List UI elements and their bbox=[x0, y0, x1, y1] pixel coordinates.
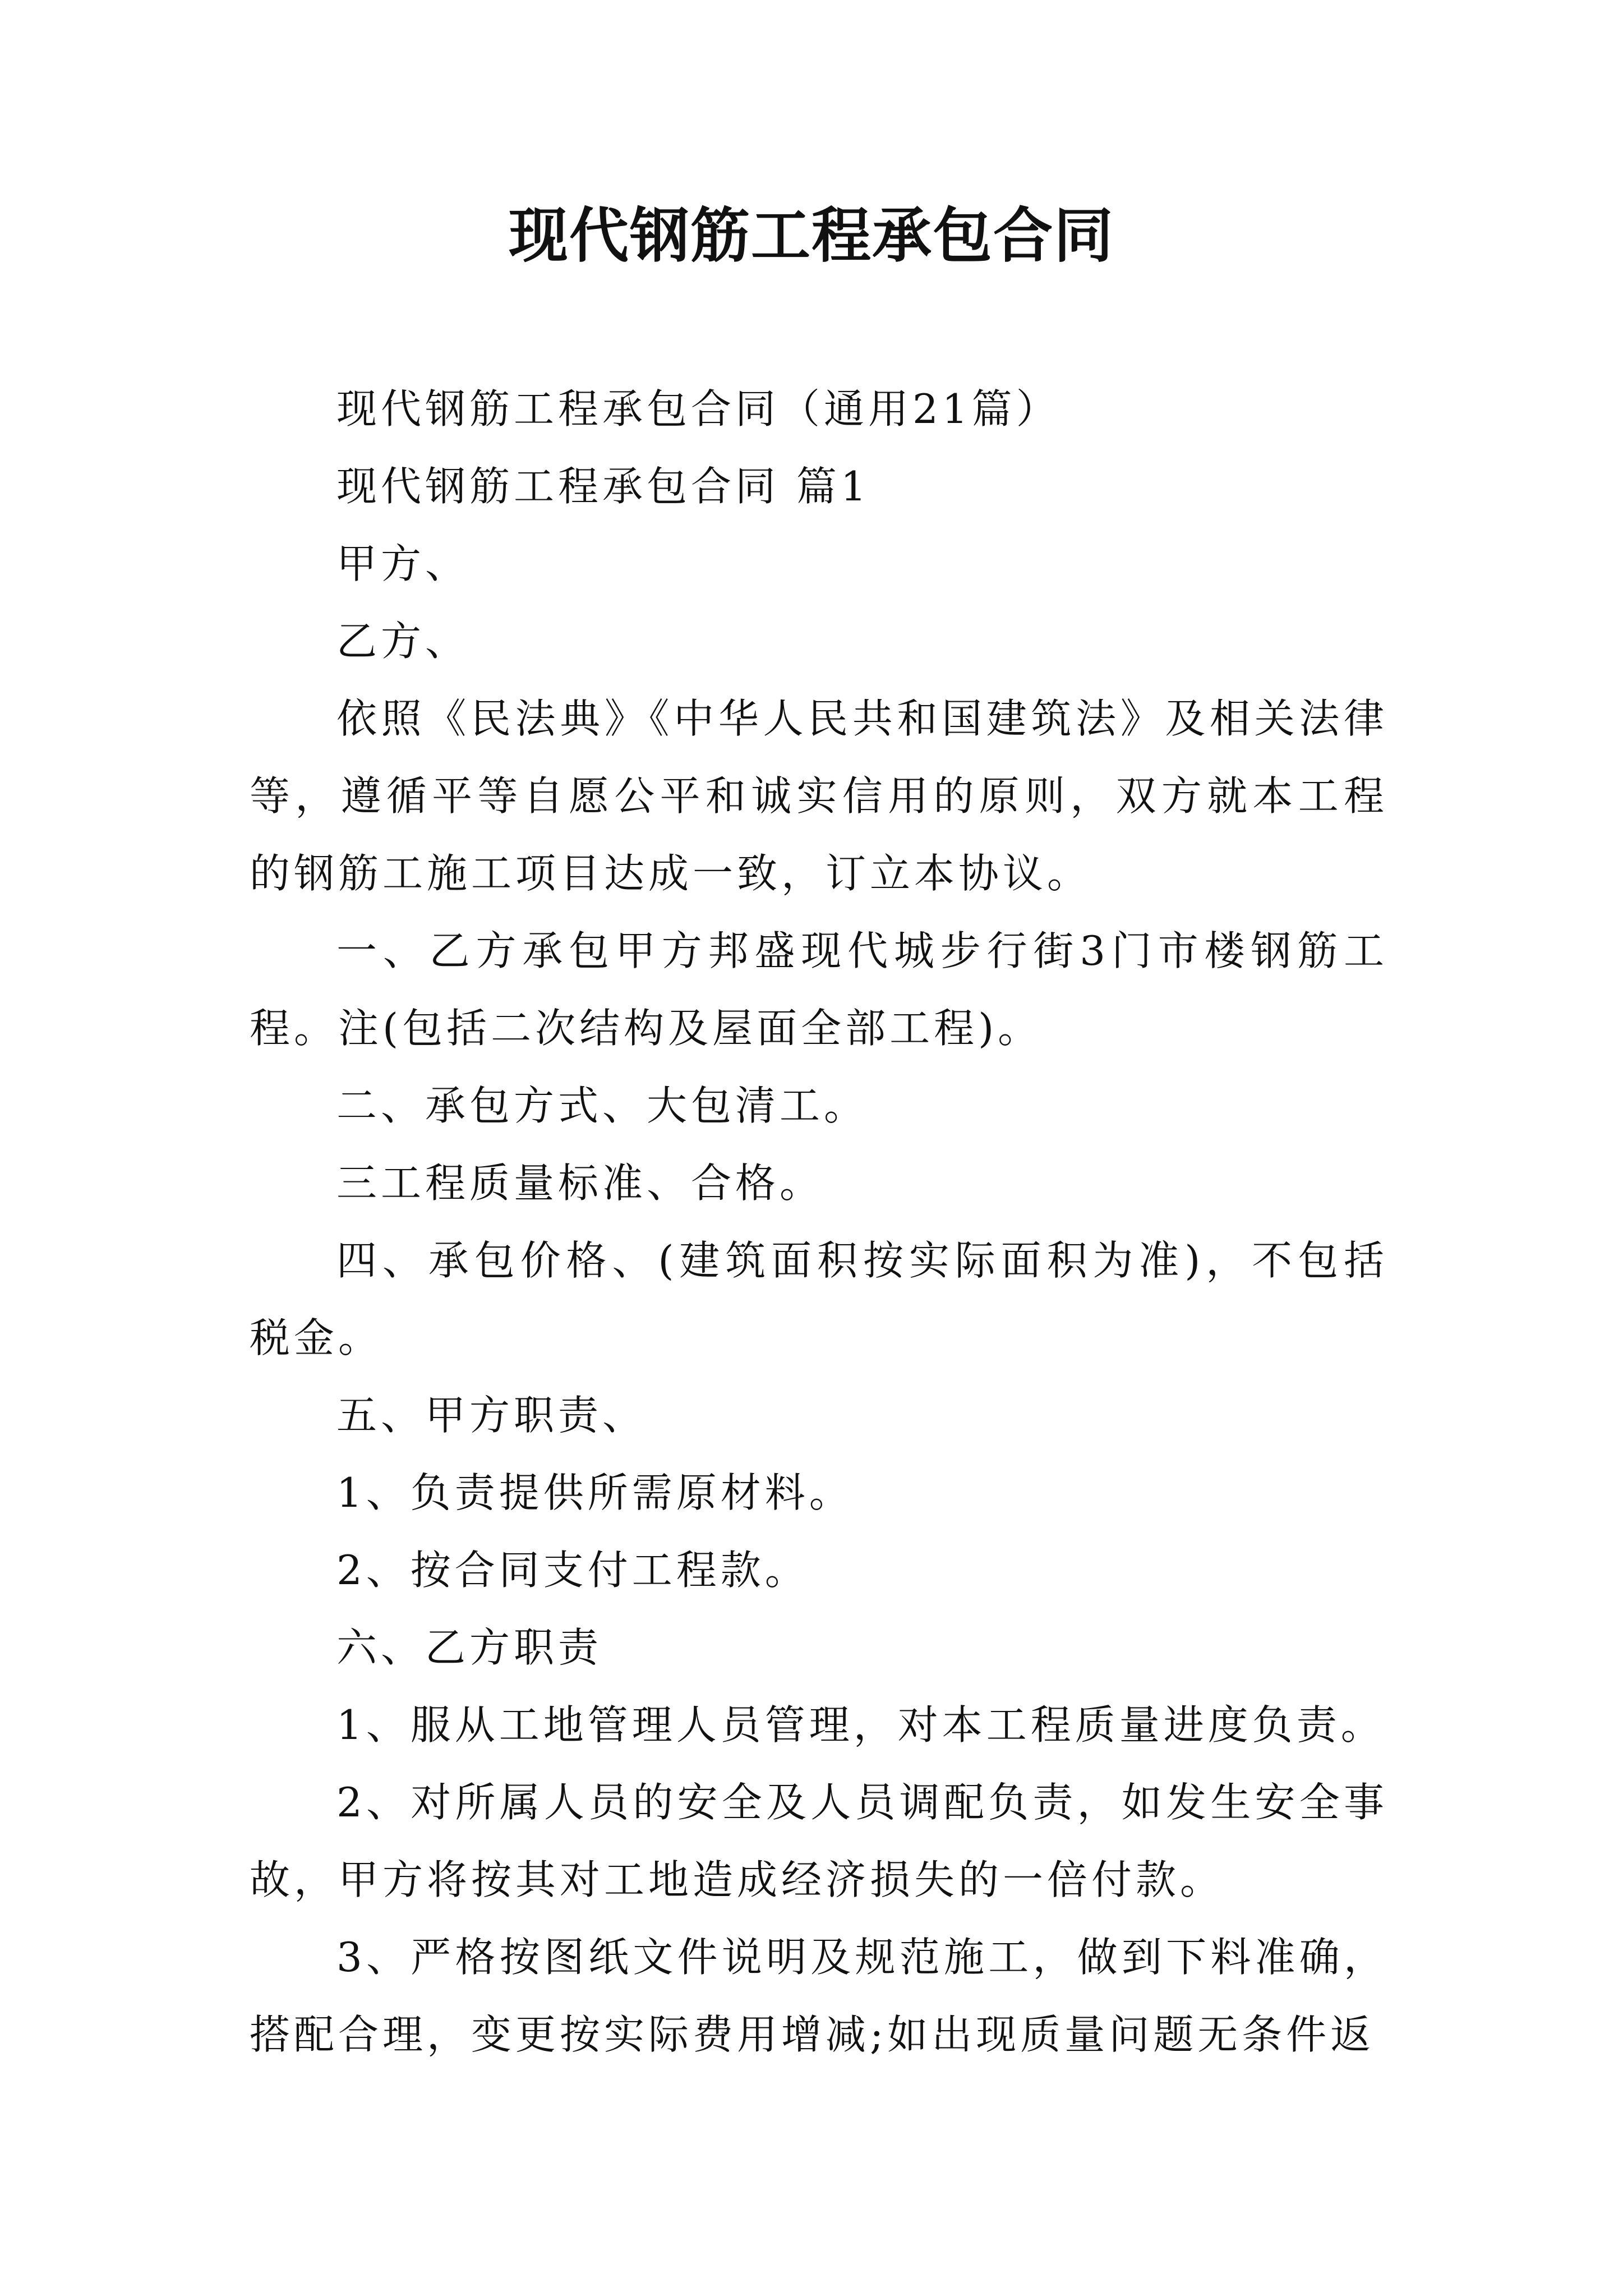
paragraph-clause-3: 三工程质量标准、合格。 bbox=[336, 1159, 824, 1207]
paragraph-clause-6-item-2: 2、对所属人员的安全及人员调配负责，如发生安全事故，甲方将按其对工地造成经济损失的一倍付款。 bbox=[250, 1779, 1388, 1903]
paragraph-party-b: 乙方、 bbox=[336, 618, 470, 665]
document-title: 现代钢筋工程承包合同 bbox=[509, 200, 1114, 270]
document-body bbox=[250, 370, 1388, 2073]
paragraph-clause-5-item-2: 2、按合同支付工程款。 bbox=[336, 1547, 809, 1594]
paragraph-collection-title: 现代钢筋工程承包合同（通用21篇） bbox=[336, 385, 1061, 432]
paragraph-clause-1: 一、乙方承包甲方邦盛现代城步行街3门市楼钢筋工程。注(包括二次结构及屋面全部工程)。 bbox=[250, 927, 1388, 1052]
paragraph-party-a: 甲方、 bbox=[336, 540, 470, 587]
paragraph-clause-4: 四、承包价格、(建筑面积按实际面积为准)，不包括税金。 bbox=[250, 1237, 1388, 1361]
paragraph-clause-6: 六、乙方职责 bbox=[336, 1624, 603, 1671]
paragraph-clause-5-item-1: 1、负责提供所需原材料。 bbox=[336, 1469, 854, 1516]
paragraph-clause-2: 二、承包方式、大包清工。 bbox=[336, 1082, 869, 1129]
paragraph-preamble: 依照《民法典》《中华人民共和国建筑法》及相关法律等，遵循平等自愿公平和诚实信用的原则，双方就本工程的钢筋工施工项目达成一致，订立本协议。 bbox=[250, 695, 1388, 897]
paragraph-clause-6-item-3: 3、严格按图纸文件说明及规范施工，做到下料准确，搭配合理，变更按实际费用增减;如出现质量问题无条件返 bbox=[250, 1934, 1388, 2058]
paragraph-article-heading: 现代钢筋工程承包合同 篇1 bbox=[336, 463, 870, 510]
paragraph-clause-5: 五、甲方职责、 bbox=[336, 1392, 647, 1439]
paragraph-clause-6-item-1: 1、服从工地管理人员管理，对本工程质量进度负责。 bbox=[336, 1701, 1385, 1749]
